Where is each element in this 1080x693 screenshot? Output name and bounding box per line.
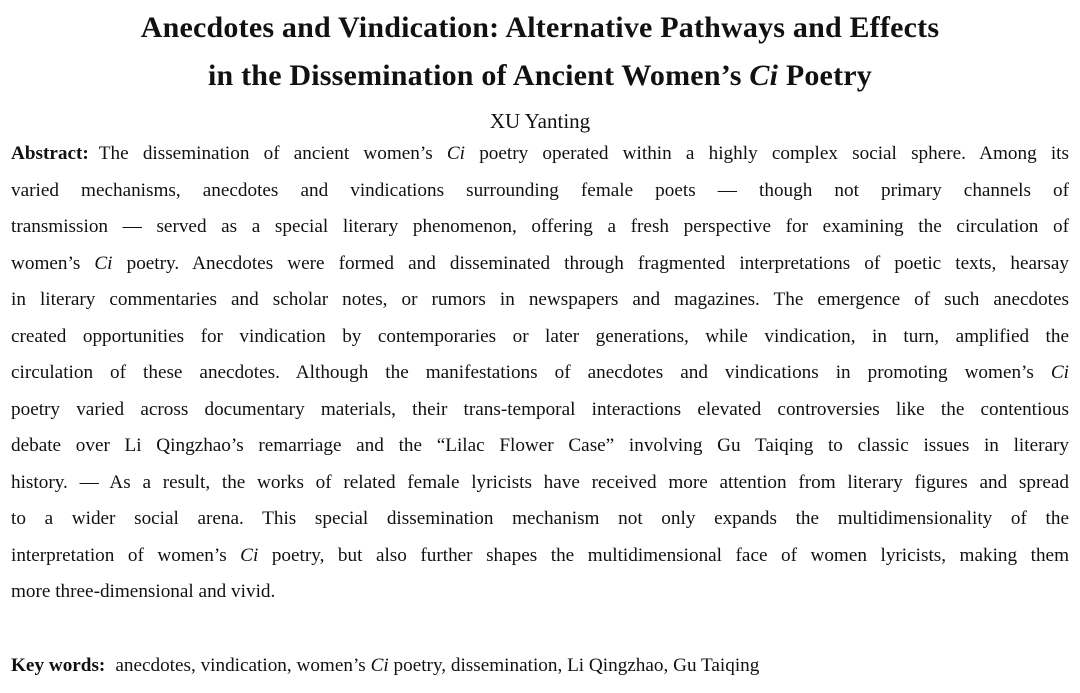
abstract	[11, 136, 1069, 611]
abstract-line-text: The dissemination of ancient women’s	[98, 143, 447, 164]
abstract-line	[11, 465, 1069, 502]
keywords-label: Key words:	[11, 655, 106, 676]
abstract-line-tail: poetry. Anecdotes were formed and disseminated through fragmented interpretations of poetic texts, hearsay	[112, 252, 1069, 274]
title-line-2-tail: Poetry	[778, 59, 872, 92]
title-line-1: Anecdotes and Vindication: Alternative Pathways and Effects	[140, 11, 940, 44]
title-line-2-italic: Ci	[749, 59, 779, 92]
keywords	[11, 648, 759, 684]
keywords-text: anecdotes, vindication, women’s	[115, 655, 371, 676]
abstract-line-text: transmission — served as a special literary phenomenon, offering a fresh perspective for examining the circulation of	[11, 216, 1069, 237]
abstract-line-text: varied mechanisms, anecdotes and vindications surrounding female poets — though not primary channels of	[11, 179, 1069, 201]
abstract-line	[11, 538, 1069, 575]
abstract-line-text: debate over Li Qingzhao’s remarriage and the “Lilac Flower Case” involving Gu Taiqing to classic issues in literary	[11, 435, 1069, 456]
keywords-italic: Ci	[370, 655, 389, 676]
abstract-line	[11, 209, 1069, 246]
abstract-line	[11, 319, 1069, 356]
abstract-line-text: more three-dimensional and vivid.	[11, 581, 276, 602]
title-line-2	[11, 52, 1069, 100]
abstract-line	[11, 246, 1069, 283]
abstract-line	[11, 428, 1069, 465]
abstract-line-text: created opportunities for vindication by contemporaries or later generations, while vindication, in turn, amplified the	[11, 325, 1069, 347]
abstract-line-text: to a wider social arena. This special dissemination mechanism not only expands the multidimensionality of the	[11, 508, 1069, 529]
abstract-line-text: history. — As a result, the works of related female lyricists have received more attention from literary figures and spread	[11, 471, 1069, 493]
abstract-line-italic: Ci	[446, 143, 466, 164]
abstract-line-italic: Ci	[1050, 362, 1069, 383]
abstract-line	[11, 173, 1069, 210]
author-name: XU Yanting	[489, 109, 591, 133]
abstract-line-italic: Ci	[240, 544, 259, 566]
abstract-label: Abstract:	[11, 143, 89, 164]
paper-title	[11, 4, 1069, 100]
abstract-line-text: women’s	[11, 252, 95, 274]
abstract-line-text: in literary commentaries and scholar notes, or rumors in newspapers and magazines. The emergence of such anecdotes	[11, 289, 1069, 310]
abstract-line-tail: poetry, but also further shapes the multidimensional face of women lyricists, making them	[258, 544, 1069, 566]
keywords-tail: poetry, dissemination, Li Qingzhao, Gu Taiqing	[388, 655, 760, 676]
abstract-line	[11, 392, 1069, 429]
title-line-2-text: in the Dissemination of Ancient Women’s	[208, 59, 750, 92]
abstract-line-text: interpretation of women’s	[11, 544, 241, 566]
abstract-line-text: poetry varied across documentary materials, their trans-temporal interactions elevated controversies like the contentious	[11, 398, 1069, 420]
abstract-line	[11, 136, 1069, 173]
abstract-line-italic: Ci	[94, 252, 113, 274]
abstract-line	[11, 355, 1069, 392]
abstract-line	[11, 574, 1069, 611]
abstract-line-text: circulation of these anecdotes. Although the manifestations of anecdotes and vindications in promoting women’s	[11, 362, 1051, 383]
abstract-line	[11, 282, 1069, 319]
abstract-line-tail: poetry operated within a highly complex social sphere. Among its	[465, 143, 1069, 164]
abstract-line	[11, 501, 1069, 538]
